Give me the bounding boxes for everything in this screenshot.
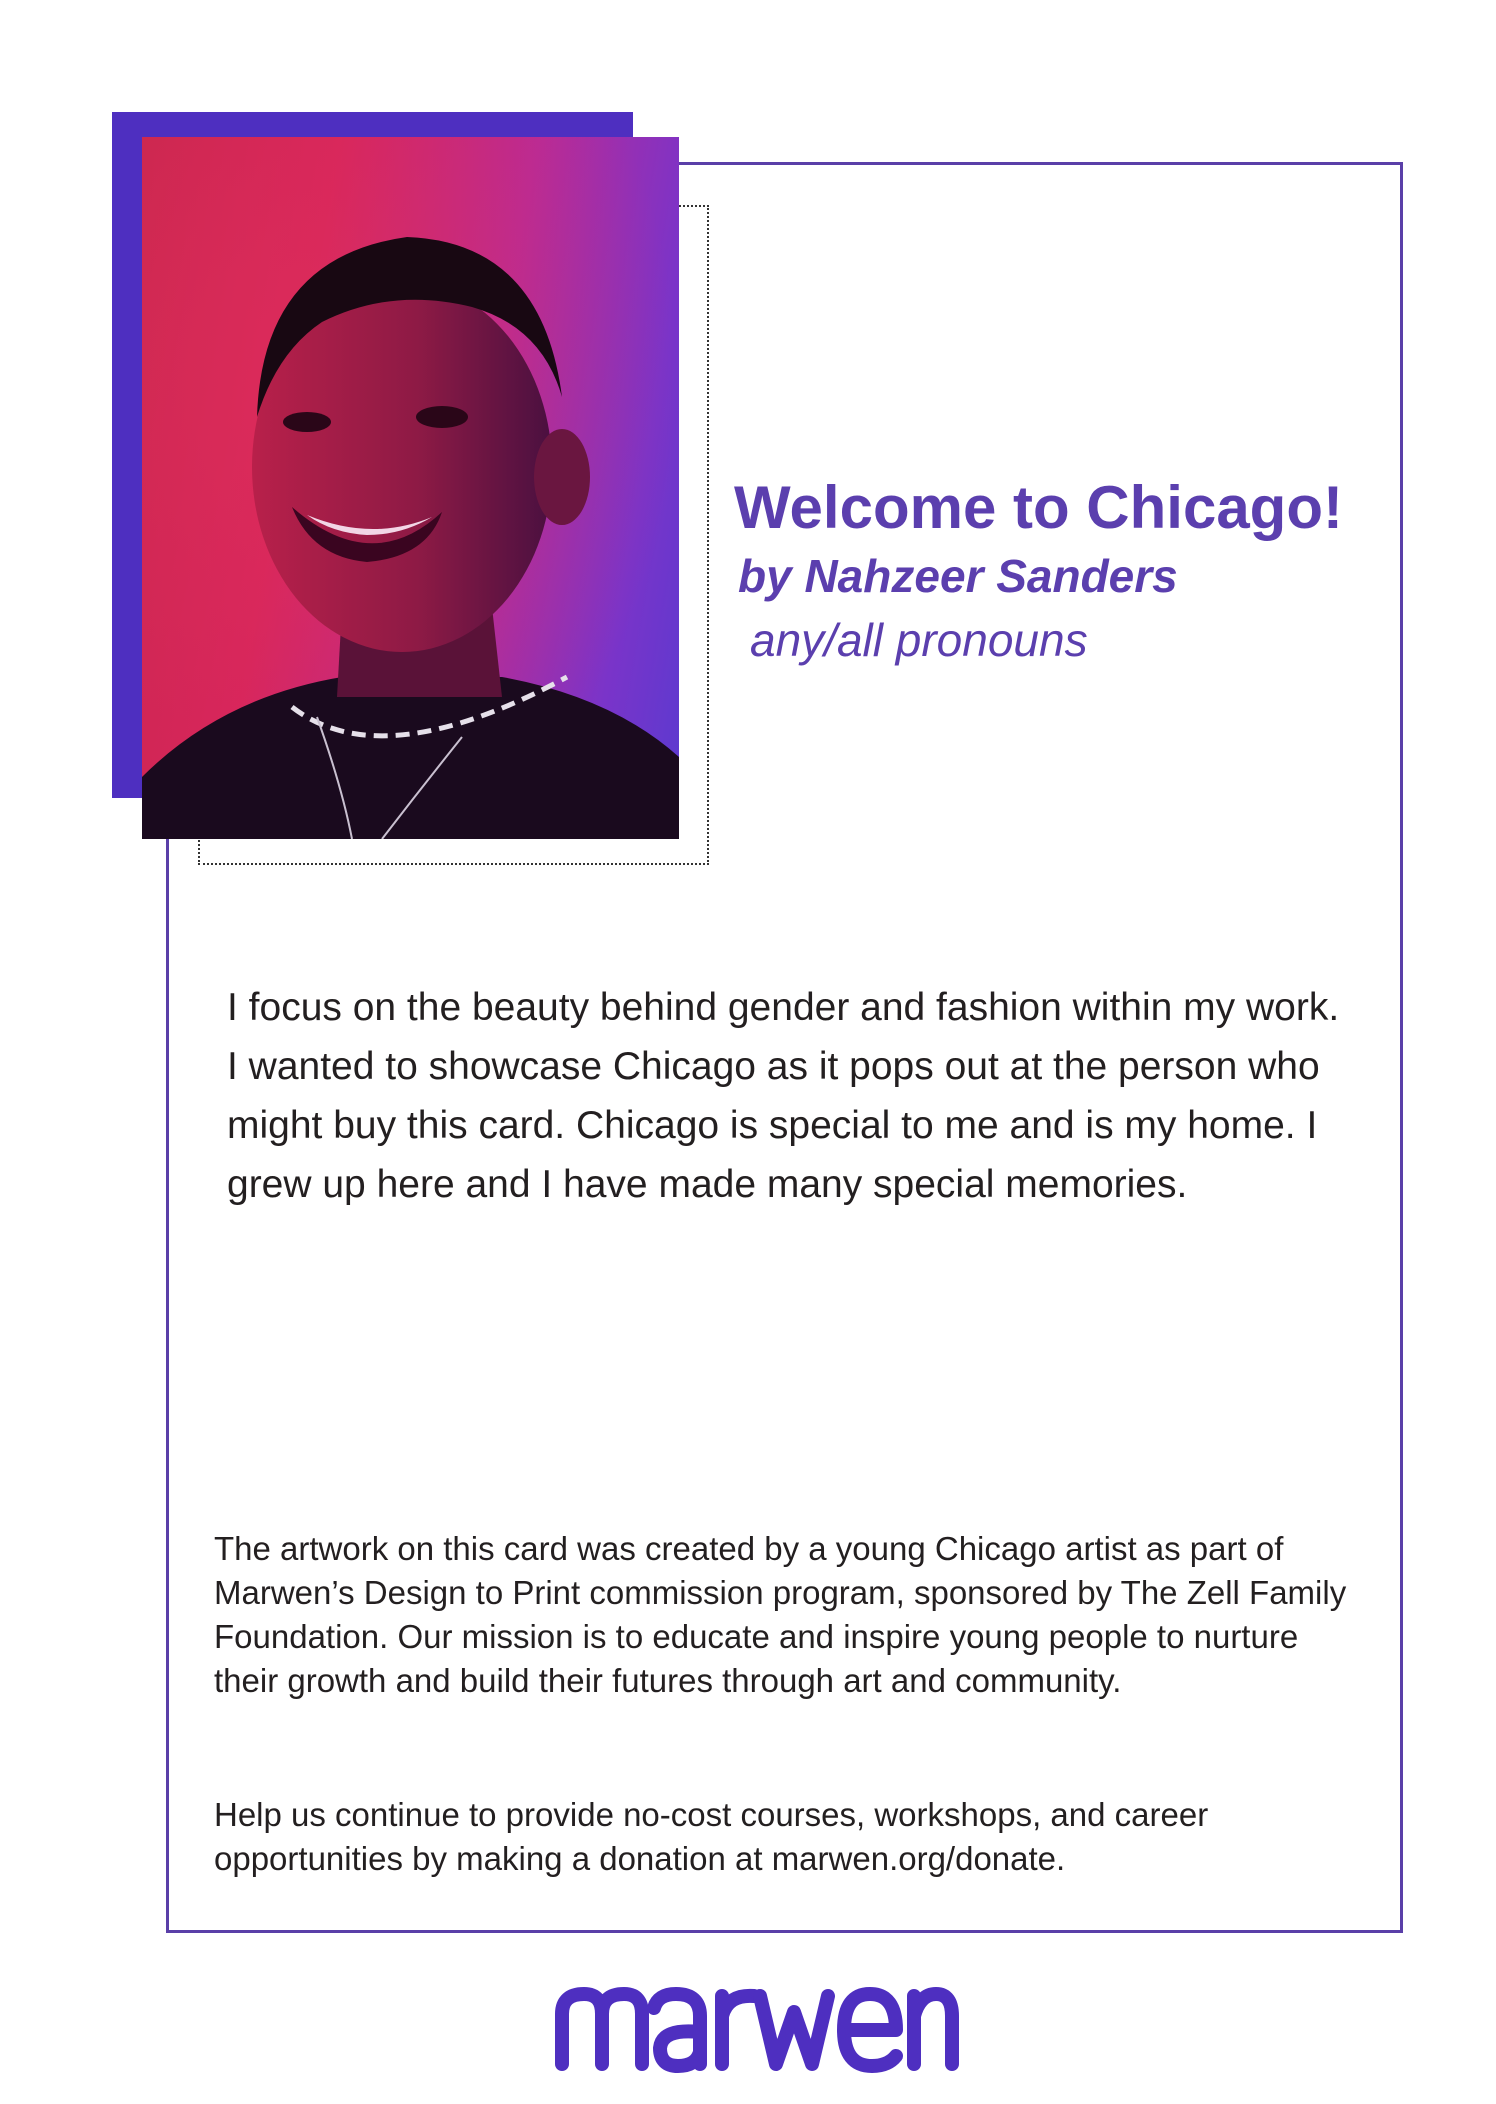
card-title: Welcome to Chicago! [734,474,1343,541]
donation-appeal: Help us continue to provide no-cost courses, workshops, and career opportunities by making a donation at marwen.org/donate. [214,1796,1209,1877]
artist-portrait-photo [142,137,679,839]
marwen-logo [550,1968,960,2078]
portrait-illustration [142,137,679,839]
marwen-logo-mark [550,1968,960,2078]
program-description: The artwork on this card was created by a young Chicago artist as part of Marwen’s Design to Print commission program, sponsored by The Zell Family Foundation. Our mission is to educate and inspire young people to nurture their growth and build their futures through art and community. [214,1530,1347,1699]
title-block [734,472,1414,672]
artist-pronouns: any/all pronouns [750,614,1088,666]
artist-statement: I focus on the beauty behind gender and fashion within my work. I wanted to showcase Chicago as it pops out at the person who might buy this card. Chicago is special to me and is my home. I grew up here and I have made many special memories. [227,986,1340,1206]
artist-byline: by Nahzeer Sanders [738,550,1178,602]
